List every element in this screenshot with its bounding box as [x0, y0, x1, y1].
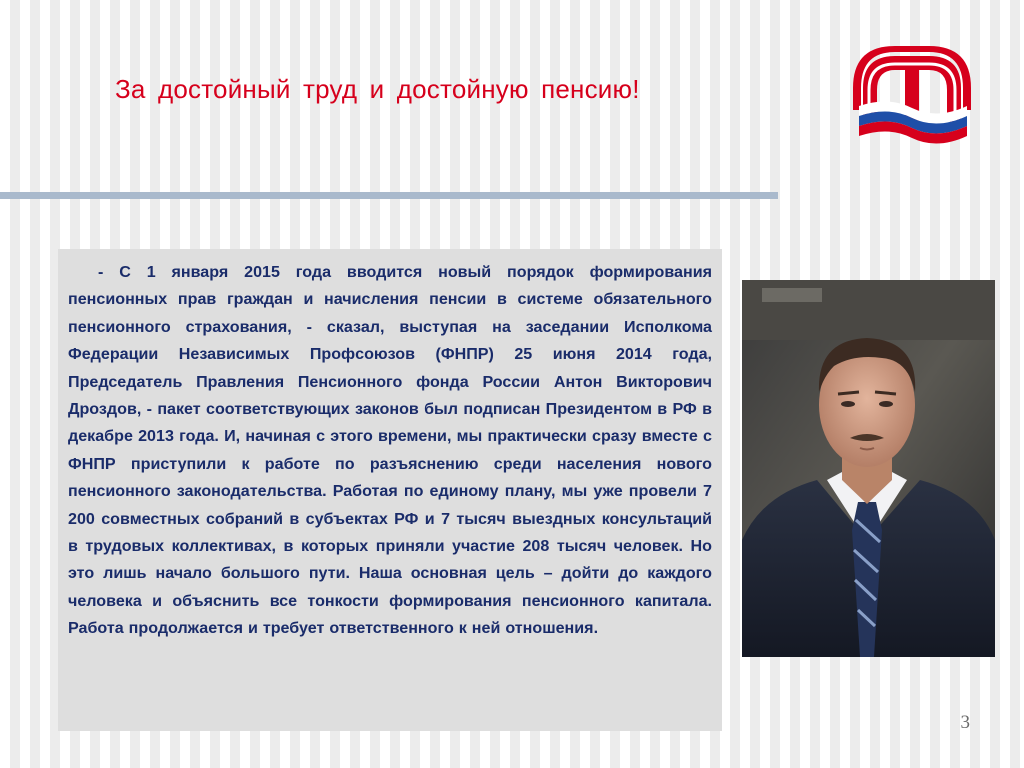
- quote-text: - С 1 января 2015 года вводится новый порядок формирования пенсионных прав граждан и начисления пенсии в системе обязательного пенсионного страхования, - сказал, выступая на заседании Исполкома Федерации Независимых Профсоюзов (ФНПР) 25 июня 2014 года, Председатель Правления Пенсионного фонда России Антон Викторович Дроздов, - пакет соответствующих законов был подписан Президентом в РФ в декабре 2013 года. И, начиная с этого времени, мы практически сразу вместе с ФНПР приступили к работе по разъяснению среди населения нового пенсионного законодательства. Работая по единому плану, мы уже провели 7 200 совместных собраний в субъектах РФ и 7 тысяч выездных консультаций в трудовых коллективах, в которых приняли участие 208 тысяч человек. Но это лишь начало большого пути. Наша основная цель – дойти до каждого человека и объяснить все тонкости формирования пенсионного капитала. Работа продолжается и требует ответственного к ней отношения.: [68, 263, 712, 638]
- divider-bar: [0, 192, 778, 199]
- slide-title: За достойный труд и достойную пенсию!: [115, 74, 640, 104]
- pfr-logo-icon: [849, 40, 975, 145]
- speaker-portrait: [742, 280, 995, 657]
- quote-box: [58, 249, 722, 731]
- page-number: 3: [960, 712, 970, 733]
